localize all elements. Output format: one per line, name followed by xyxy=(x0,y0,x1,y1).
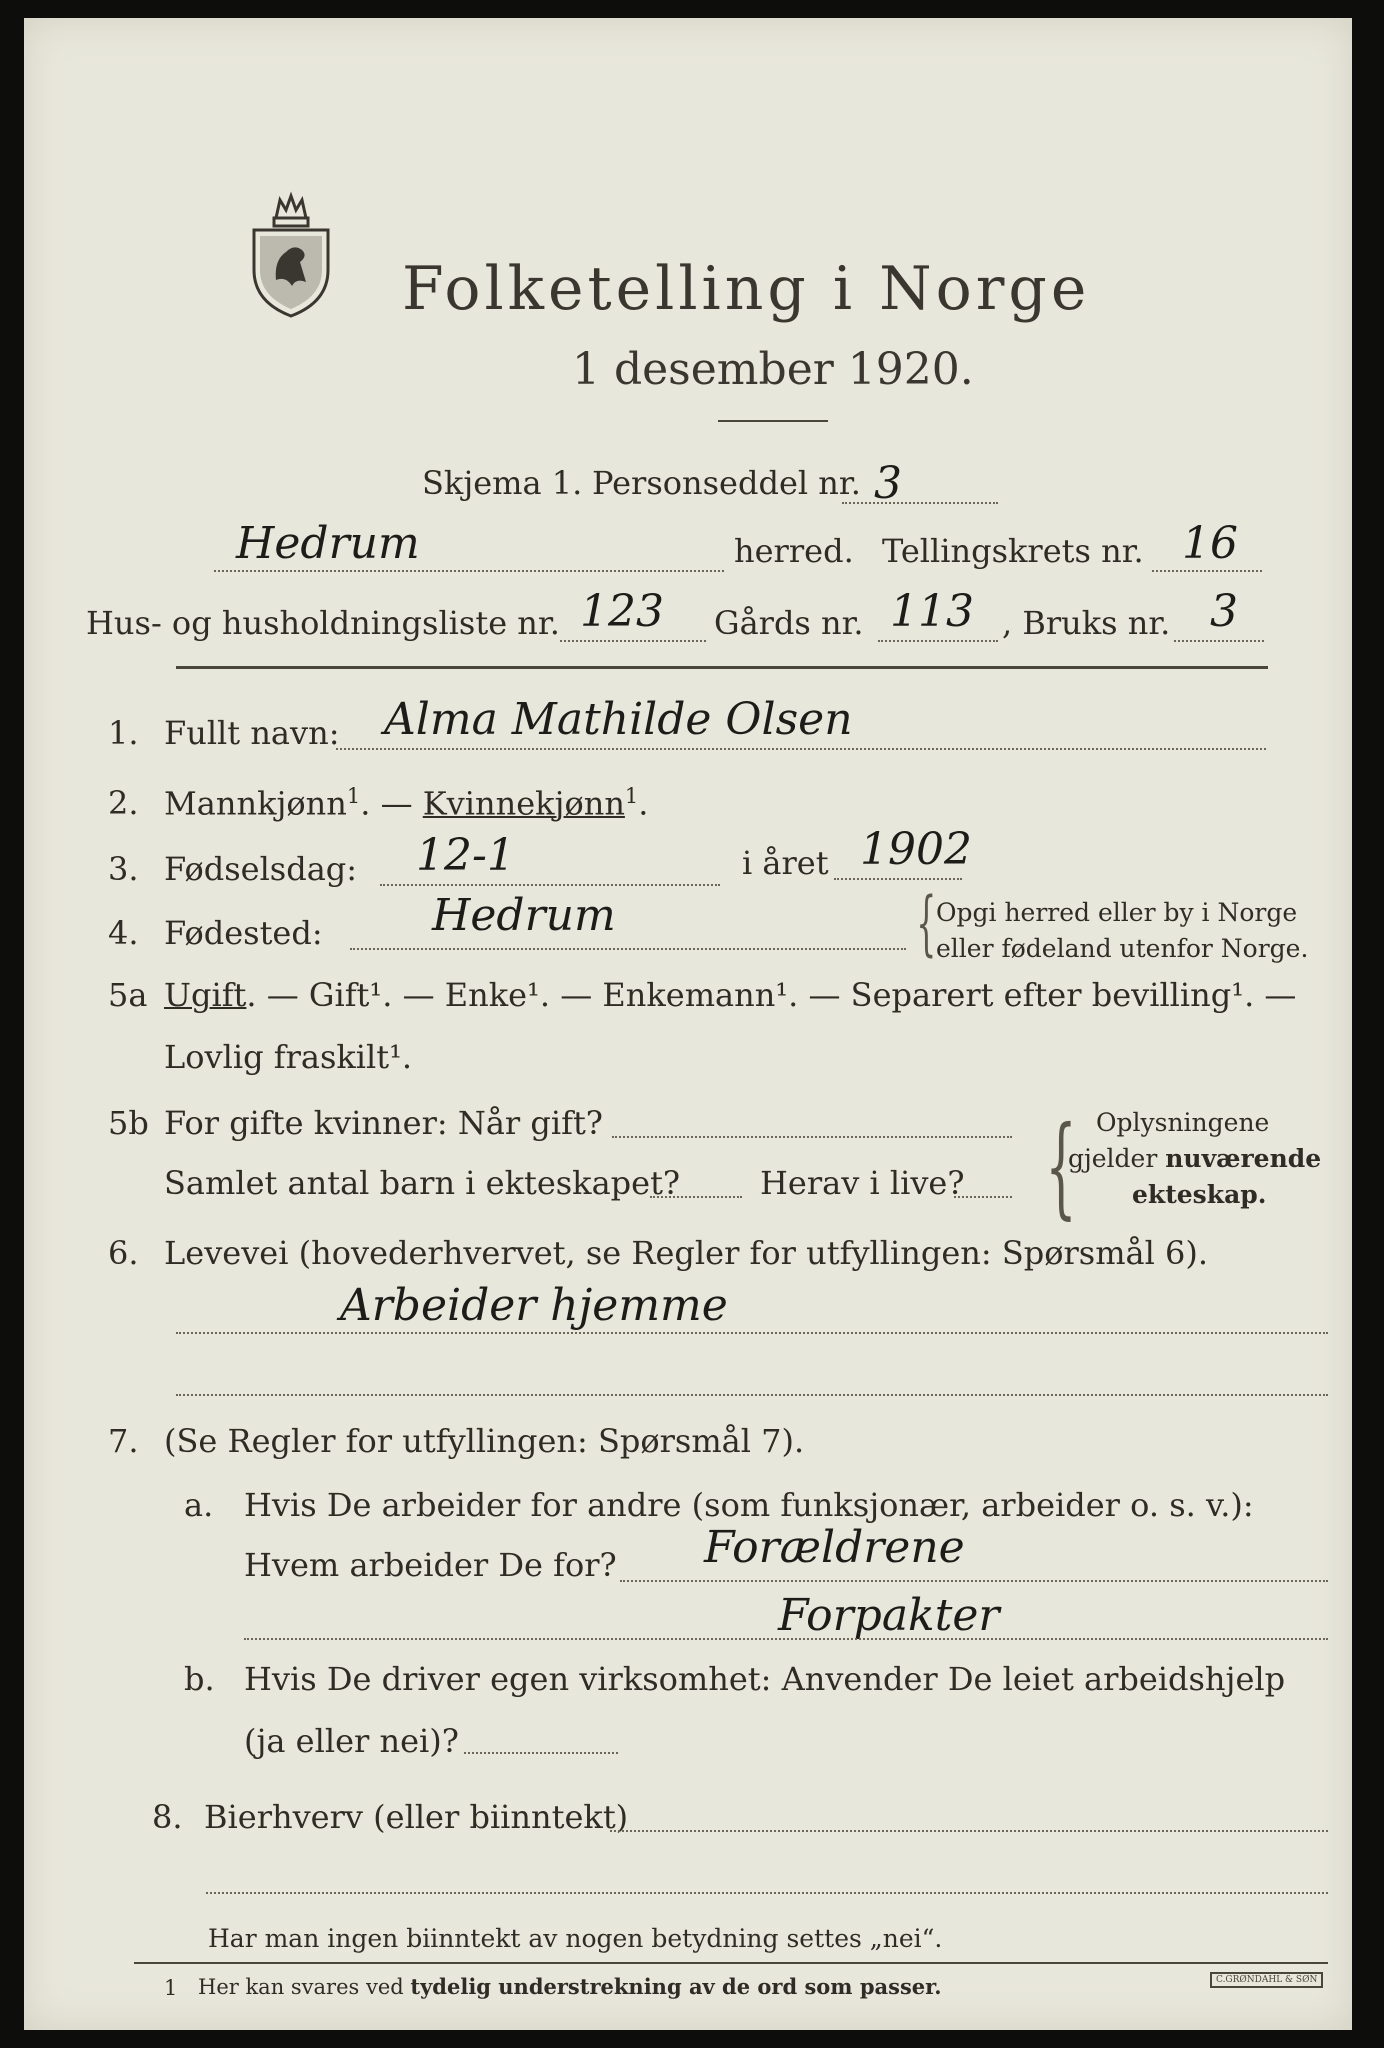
q5b-brace: { xyxy=(1045,1102,1077,1230)
herred-line xyxy=(214,570,724,572)
personseddel-value[interactable]: 3 xyxy=(874,458,902,509)
q2-number: 2. xyxy=(108,784,139,822)
q5b-label1: For gifte kvinner: Når gift? xyxy=(164,1104,603,1142)
footer-divider xyxy=(134,1962,1328,1964)
tellingskrets-line xyxy=(1152,570,1262,572)
q4-note-line2: eller fødeland utenfor Norge. xyxy=(936,934,1309,963)
q4-label: Fødested: xyxy=(164,914,323,952)
q2-end: . xyxy=(638,784,649,823)
q7-label: (Se Regler for utfyllingen: Spørsmål 7). xyxy=(164,1422,805,1460)
q7a-letter: a. xyxy=(184,1486,214,1524)
q6-number: 6. xyxy=(108,1234,139,1272)
header-divider xyxy=(176,666,1268,669)
tellingskrets-value[interactable]: 16 xyxy=(1182,518,1238,569)
tellingskrets-label: Tellingskrets nr. xyxy=(882,532,1144,570)
q7b-label: Hvis De driver egen virksomhet: Anvender De leiet arbeidshjelp xyxy=(244,1660,1286,1698)
q5a-line2: Lovlig fraskilt¹. xyxy=(164,1038,413,1076)
birthplace-value[interactable]: Hedrum xyxy=(432,890,616,941)
q5b-note2-prefix: gjelder xyxy=(1068,1144,1166,1173)
herred-label: herred. xyxy=(734,532,854,570)
census-date: 1 desember 1920. xyxy=(572,344,974,395)
q5b-note2-bold: nuværende xyxy=(1165,1144,1322,1173)
full-name-value[interactable]: Alma Mathilde Olsen xyxy=(384,694,853,745)
form-title: Folketelling i Norge xyxy=(402,254,1091,324)
year-label: i året xyxy=(742,844,829,882)
husholdningsliste-line xyxy=(560,640,706,642)
gards-value[interactable]: 113 xyxy=(890,586,974,637)
gards-line xyxy=(878,640,998,642)
q5b-label2: Samlet antal barn i ekteskapet? xyxy=(164,1164,681,1202)
year-line xyxy=(834,878,962,880)
q7a-label2: Hvem arbeider De for? xyxy=(244,1546,617,1584)
coat-of-arms-icon xyxy=(236,190,346,320)
q3-label: Fødselsdag: xyxy=(164,850,358,888)
occupation-value[interactable]: Arbeider hjemme xyxy=(340,1280,728,1331)
mann-footnote-mark: 1 xyxy=(346,784,361,808)
footnote-text-a: Her kan svares ved xyxy=(198,1975,411,1999)
herred-value[interactable]: Hedrum xyxy=(236,518,420,569)
q5b-note3: ekteskap. xyxy=(1132,1180,1267,1209)
census-form-sheet xyxy=(24,18,1352,2030)
q1-line xyxy=(336,748,1266,750)
q7a-label: Hvis De arbeider for andre (som funksjonær, arbeider o. s. v.): xyxy=(244,1486,1254,1524)
q1-label: Fullt navn: xyxy=(164,714,340,752)
q5b-note1: Oplysningene xyxy=(1096,1108,1270,1137)
q5b-number: 5b xyxy=(108,1104,149,1142)
husholdningsliste-label: Hus- og husholdningsliste nr. xyxy=(86,604,560,642)
skjema-label: Skjema 1. xyxy=(422,464,583,502)
children-count-line xyxy=(650,1196,742,1198)
employer-value[interactable]: Forældrene xyxy=(704,1522,965,1573)
personseddel-line xyxy=(842,502,998,504)
birth-year-value[interactable]: 1902 xyxy=(860,824,972,875)
q8-number: 8. xyxy=(152,1798,183,1836)
q5a-marital-options xyxy=(164,976,1296,1014)
q3-number: 3. xyxy=(108,850,139,888)
printer-stamp xyxy=(1210,1972,1323,1988)
husholdningsliste-value[interactable]: 123 xyxy=(580,586,664,637)
printer-stamp-text: C.GRØNDAHL & SØN xyxy=(1216,1975,1318,1985)
children-alive-line xyxy=(954,1196,1012,1198)
birthday-value[interactable]: 12-1 xyxy=(416,830,515,881)
q2-sex-options xyxy=(164,784,648,823)
footnote-text xyxy=(198,1974,942,1999)
gards-label: Gårds nr. xyxy=(714,604,864,642)
personseddel-label: Personseddel nr. xyxy=(592,464,861,502)
q7b-letter: b. xyxy=(184,1660,215,1698)
q4-brace: { xyxy=(916,882,937,964)
footnote-number: 1 xyxy=(164,1976,178,2000)
title-divider xyxy=(718,420,828,422)
q2-separator: . — xyxy=(360,784,423,823)
bruks-label: , Bruks nr. xyxy=(1002,604,1171,642)
occupation-line2 xyxy=(176,1394,1328,1396)
side-income-line xyxy=(610,1830,1328,1832)
employer-line2 xyxy=(244,1638,1328,1640)
footnote-text-b: tydelig understrekning av de ord som passer. xyxy=(410,1974,942,1999)
side-income-note: Har man ingen biinntekt av nogen betydning settes „nei“. xyxy=(208,1924,943,1953)
when-married-line xyxy=(612,1136,1012,1138)
q5b-label3: Herav i live? xyxy=(760,1164,965,1202)
employer-line xyxy=(620,1580,1328,1582)
mann-option[interactable]: Mannkjønn xyxy=(164,784,347,823)
employer-value2[interactable]: Forpakter xyxy=(778,1590,1000,1641)
kvinne-footnote-mark: 1 xyxy=(624,784,639,808)
side-income-line2 xyxy=(206,1892,1328,1894)
bruks-value[interactable]: 3 xyxy=(1210,586,1238,637)
kvinne-option[interactable]: Kvinnekjønn xyxy=(422,784,625,823)
q6-label: Levevei (hovederhvervet, se Regler for utfyllingen: Spørsmål 6). xyxy=(164,1234,1209,1272)
bruks-line xyxy=(1174,640,1264,642)
q4-number: 4. xyxy=(108,914,139,952)
hired-help-line xyxy=(464,1752,618,1754)
ugift-option[interactable]: Ugift xyxy=(164,976,247,1014)
birthplace-line xyxy=(350,948,906,950)
q4-note-line1: Opgi herred eller by i Norge xyxy=(936,898,1298,927)
occupation-line1 xyxy=(176,1332,1328,1334)
q5a-number: 5a xyxy=(108,976,148,1014)
birthday-line xyxy=(380,884,720,886)
q5a-rest-options: . — Gift¹. — Enke¹. — Enkemann¹. — Separert efter bevilling¹. — xyxy=(246,976,1297,1014)
q5b-note2 xyxy=(1068,1144,1321,1173)
q8-label: Bierhverv (eller biinntekt) xyxy=(204,1798,629,1836)
q1-number: 1. xyxy=(108,714,139,752)
q7-number: 7. xyxy=(108,1422,139,1460)
q7b-label2: (ja eller nei)? xyxy=(244,1722,459,1760)
